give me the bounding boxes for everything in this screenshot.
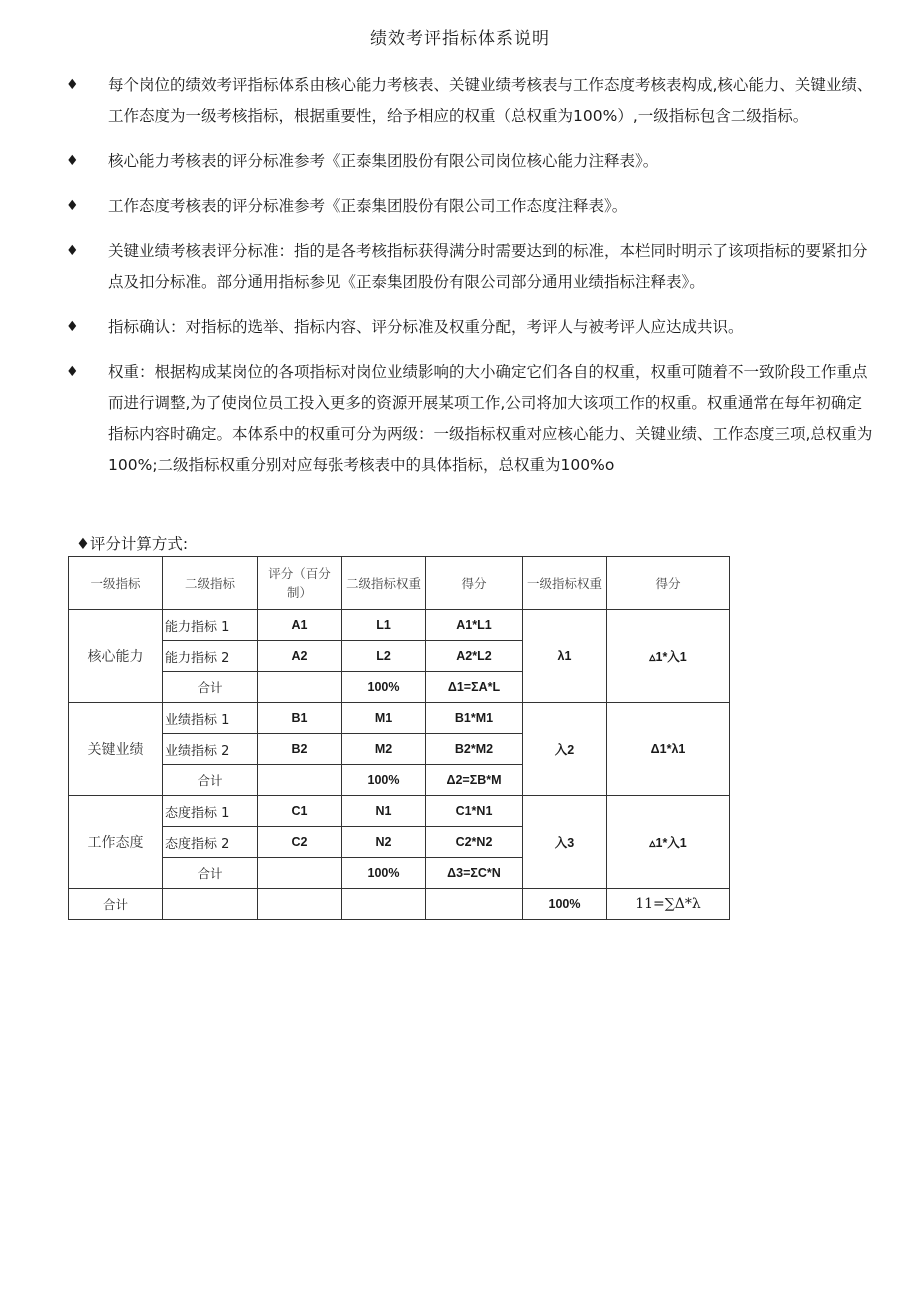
empty-cell bbox=[163, 889, 258, 920]
weight-cell: N2 bbox=[342, 827, 426, 858]
score-cell bbox=[258, 765, 342, 796]
score-cell: C2 bbox=[258, 827, 342, 858]
weight-cell: M1 bbox=[342, 703, 426, 734]
result-cell: Δ3=ΣC*N bbox=[426, 858, 523, 889]
weight-cell: N1 bbox=[342, 796, 426, 827]
table-total-row bbox=[69, 889, 730, 920]
result-cell: B2*M2 bbox=[426, 734, 523, 765]
bullet-item bbox=[66, 70, 876, 132]
weight-cell: 100% bbox=[342, 858, 426, 889]
subtotal-label: 合计 bbox=[163, 672, 258, 703]
result-cell: Δ2=ΣB*M bbox=[426, 765, 523, 796]
result-cell: C1*N1 bbox=[426, 796, 523, 827]
result-cell: A2*L2 bbox=[426, 641, 523, 672]
diamond-bullet-icon: ♦ bbox=[66, 243, 79, 259]
bullet-item bbox=[66, 146, 876, 177]
calc-method-label: ♦评分计算方式: bbox=[76, 535, 189, 553]
diamond-bullet-icon: ♦ bbox=[66, 364, 79, 380]
table-header-row bbox=[69, 557, 730, 610]
bullet-text: 关键业绩考核表评分标准：指的是各考核指标获得满分时需要达到的标准，本栏同时明示了该项指标的要紧扣分点及扣分标准。部分通用指标参见《正泰集团股份有限公司部分通用业绩指标注释表》。 bbox=[108, 242, 868, 291]
level1-score: Δ1*λ1 bbox=[607, 703, 730, 796]
total-weight: 100% bbox=[523, 889, 607, 920]
header-cell: 一级指标 bbox=[69, 557, 163, 610]
bullet-item bbox=[66, 357, 876, 481]
score-cell: B2 bbox=[258, 734, 342, 765]
table-row bbox=[69, 610, 730, 641]
table-row bbox=[69, 796, 730, 827]
score-cell bbox=[258, 672, 342, 703]
empty-cell bbox=[426, 889, 523, 920]
header-cell: 一级指标权重 bbox=[523, 557, 607, 610]
level1-name: 工作态度 bbox=[69, 796, 163, 889]
bullet-text: 核心能力考核表的评分标准参考《正泰集团股份有限公司岗位核心能力注释表》。 bbox=[108, 152, 659, 170]
level1-weight: λ1 bbox=[523, 610, 607, 703]
score-cell: C1 bbox=[258, 796, 342, 827]
bullet-item bbox=[66, 191, 876, 222]
bullet-list bbox=[66, 70, 876, 495]
level1-score: ▵1*入1 bbox=[607, 796, 730, 889]
level1-name: 关键业绩 bbox=[69, 703, 163, 796]
weight-cell: 100% bbox=[342, 672, 426, 703]
bullet-item bbox=[66, 312, 876, 343]
result-cell: A1*L1 bbox=[426, 610, 523, 641]
diamond-bullet-icon: ♦ bbox=[66, 319, 79, 335]
bullet-text: 每个岗位的绩效考评指标体系由核心能力考核表、关键业绩考核表与工作态度考核表构成,核心能力、关键业绩、工作态度为一级考核指标，根据重要性，给予相应的权重（总权重为100%）,一级指标包含二级指标。 bbox=[108, 76, 873, 125]
header-cell: 二级指标 bbox=[163, 557, 258, 610]
header-cell: 得分 bbox=[426, 557, 523, 610]
level2-name: 态度指标 2 bbox=[163, 827, 258, 858]
weight-cell: L2 bbox=[342, 641, 426, 672]
page-title: 绩效考评指标体系说明 bbox=[370, 29, 550, 49]
result-cell: B1*M1 bbox=[426, 703, 523, 734]
header-cell: 评分（百分制） bbox=[258, 557, 342, 610]
diamond-bullet-icon: ♦ bbox=[66, 77, 79, 93]
header-cell: 二级指标权重 bbox=[342, 557, 426, 610]
subtotal-label: 合计 bbox=[163, 858, 258, 889]
header-cell: 得分 bbox=[607, 557, 730, 610]
bullet-text: 工作态度考核表的评分标准参考《正泰集团股份有限公司工作态度注释表》。 bbox=[108, 197, 628, 215]
bullet-text: 指标确认：对指标的选举、指标内容、评分标准及权重分配，考评人与被考评人应达成共识。 bbox=[108, 318, 744, 336]
level1-weight: 入2 bbox=[523, 703, 607, 796]
bullet-item bbox=[66, 236, 876, 298]
total-score: 11=∑Δ*λ bbox=[607, 889, 730, 920]
empty-cell bbox=[258, 889, 342, 920]
bullet-text: 权重：根据构成某岗位的各项指标对岗位业绩影响的大小确定它们各自的权重，权重可随着不一致阶段工作重点而进行调整,为了使岗位员工投入更多的资源开展某项工作,公司将加大该项工作的权重。权重通常在每年初确定指标内容时确定。本体系中的权重可分为两级：一级指标权重对应核心能力、关键业绩、工作态度三项,总权重为100%;二级指标权重分别对应每张考核表中的具体指标，总权重为100%o bbox=[108, 363, 873, 474]
score-cell: A1 bbox=[258, 610, 342, 641]
diamond-bullet-icon: ♦ bbox=[66, 198, 79, 214]
weight-cell: L1 bbox=[342, 610, 426, 641]
level1-weight: 入3 bbox=[523, 796, 607, 889]
total-label: 合计 bbox=[69, 889, 163, 920]
level2-name: 能力指标 2 bbox=[163, 641, 258, 672]
weight-cell: M2 bbox=[342, 734, 426, 765]
score-cell: B1 bbox=[258, 703, 342, 734]
result-cell: Δ1=ΣA*L bbox=[426, 672, 523, 703]
scoring-table bbox=[68, 556, 730, 920]
diamond-bullet-icon: ♦ bbox=[66, 153, 79, 169]
subtotal-label: 合计 bbox=[163, 765, 258, 796]
level2-name: 能力指标 1 bbox=[163, 610, 258, 641]
table-row bbox=[69, 703, 730, 734]
score-cell: A2 bbox=[258, 641, 342, 672]
level2-name: 业绩指标 1 bbox=[163, 703, 258, 734]
weight-cell: 100% bbox=[342, 765, 426, 796]
level2-name: 业绩指标 2 bbox=[163, 734, 258, 765]
level1-name: 核心能力 bbox=[69, 610, 163, 703]
level2-name: 态度指标 1 bbox=[163, 796, 258, 827]
level1-score: ▵1*入1 bbox=[607, 610, 730, 703]
result-cell: C2*N2 bbox=[426, 827, 523, 858]
empty-cell bbox=[342, 889, 426, 920]
score-cell bbox=[258, 858, 342, 889]
